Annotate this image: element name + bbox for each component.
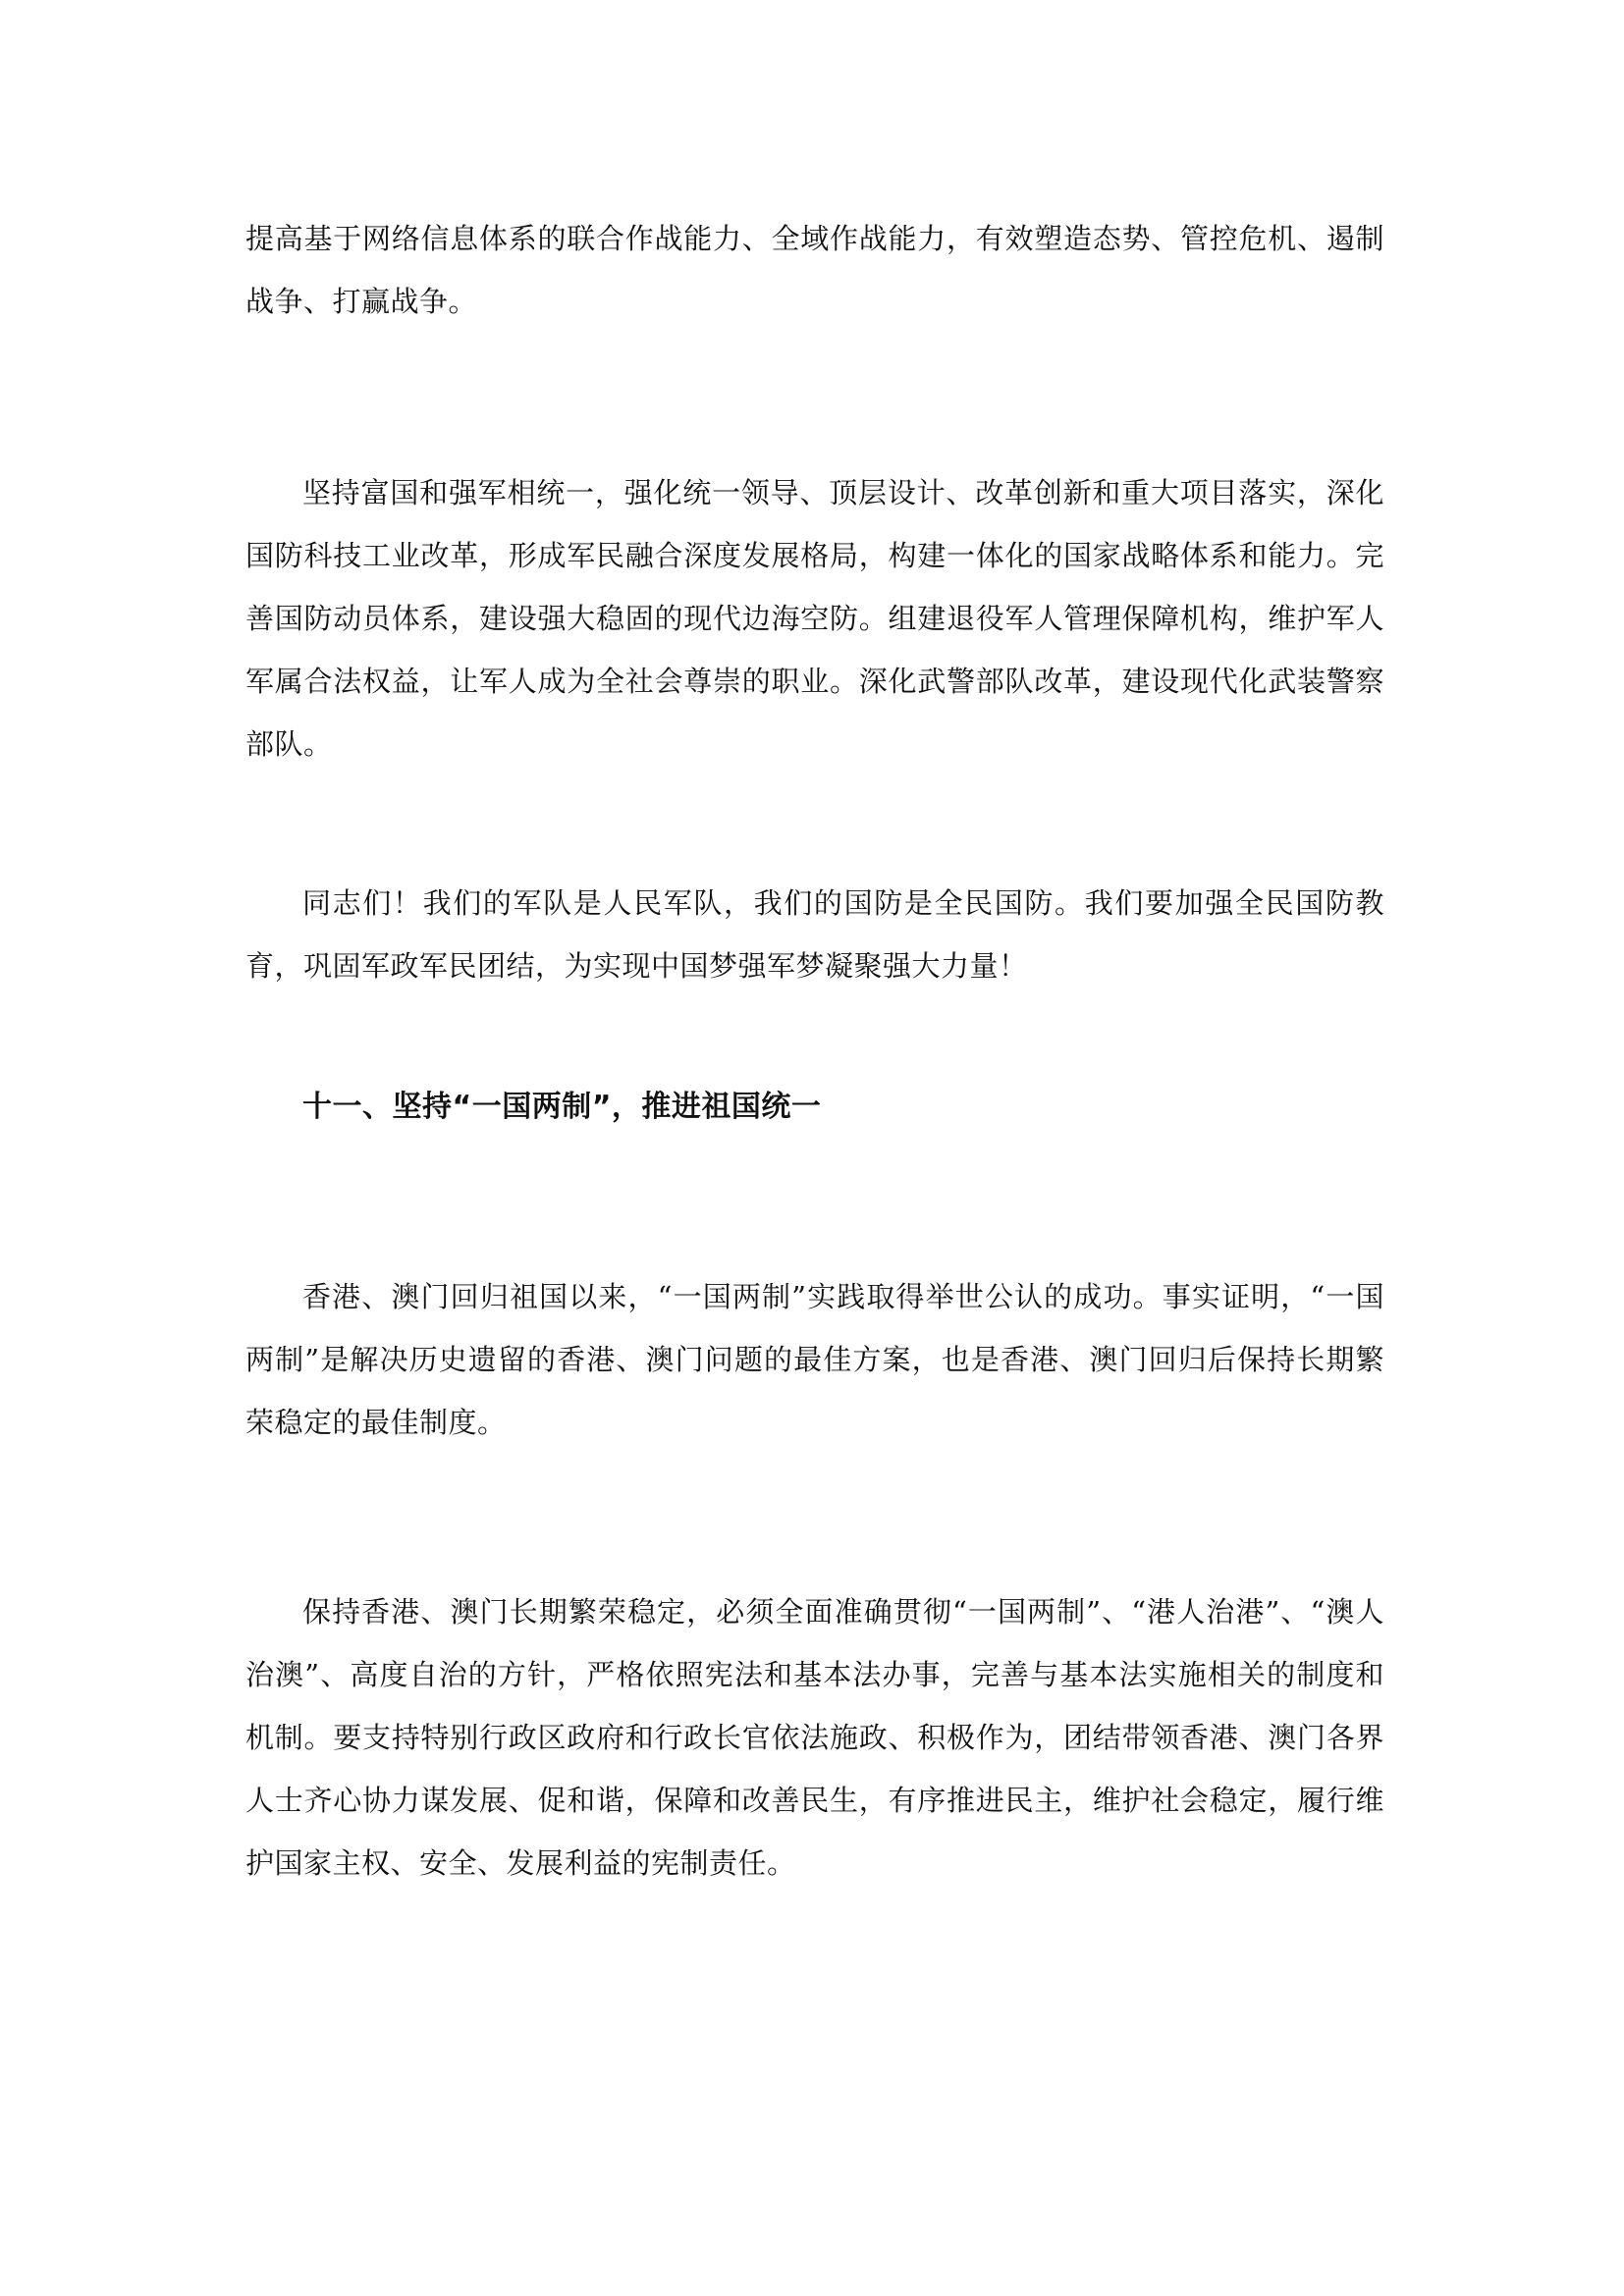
- paragraph-hk-macao-stability: 保持香港、澳门长期繁荣稳定，必须全面准确贯彻“一国两制”、“港人治港”、“澳人治澳”、高度自治的方针，严格依照宪法和基本法办事，完善与基本法实施相关的制度和机制。要支持特别行政区政府和行政长官依法施政、积极作为，团结带领香港、澳门各界人士齐心协力谋发展、促和谐，保障和改善民生，有序推进民主，维护社会稳定，履行维护国家主权、安全、发展利益的宪制责任。: [245, 1595, 1384, 1880]
- paragraph-national-defense: 坚持富国和强军相统一，强化统一领导、顶层设计、改革创新和重大项目落实，深化国防科技工业改革，形成军民融合深度发展格局，构建一体化的国家战略体系和能力。完善国防动员体系，建设强大稳固的现代边海空防。组建退役军人管理保障机构，维护军人军属合法权益，让军人成为全社会尊崇的职业。深化武警部队改革，建设现代化武装警察部队。: [245, 476, 1384, 761]
- paragraph-comrades: 同志们！我们的军队是人民军队，我们的国防是全民国防。我们要加强全民国防教育，巩固军政军民团结，为实现中国梦强军梦凝聚强大力量！: [245, 886, 1384, 983]
- paragraph-military-capability: 提高基于网络信息体系的联合作战能力、全域作战能力，有效塑造态势、管控危机、遏制战争、打赢战争。: [245, 222, 1384, 318]
- section-heading: 十一、坚持“一国两制”，推进祖国统一: [302, 1090, 822, 1124]
- paragraph-one-country-two-systems: 香港、澳门回归祖国以来，“一国两制”实践取得举世公认的成功。事实证明，“一国两制”是解决历史遗留的香港、澳门问题的最佳方案，也是香港、澳门回归后保持长期繁荣稳定的最佳制度。: [245, 1280, 1384, 1439]
